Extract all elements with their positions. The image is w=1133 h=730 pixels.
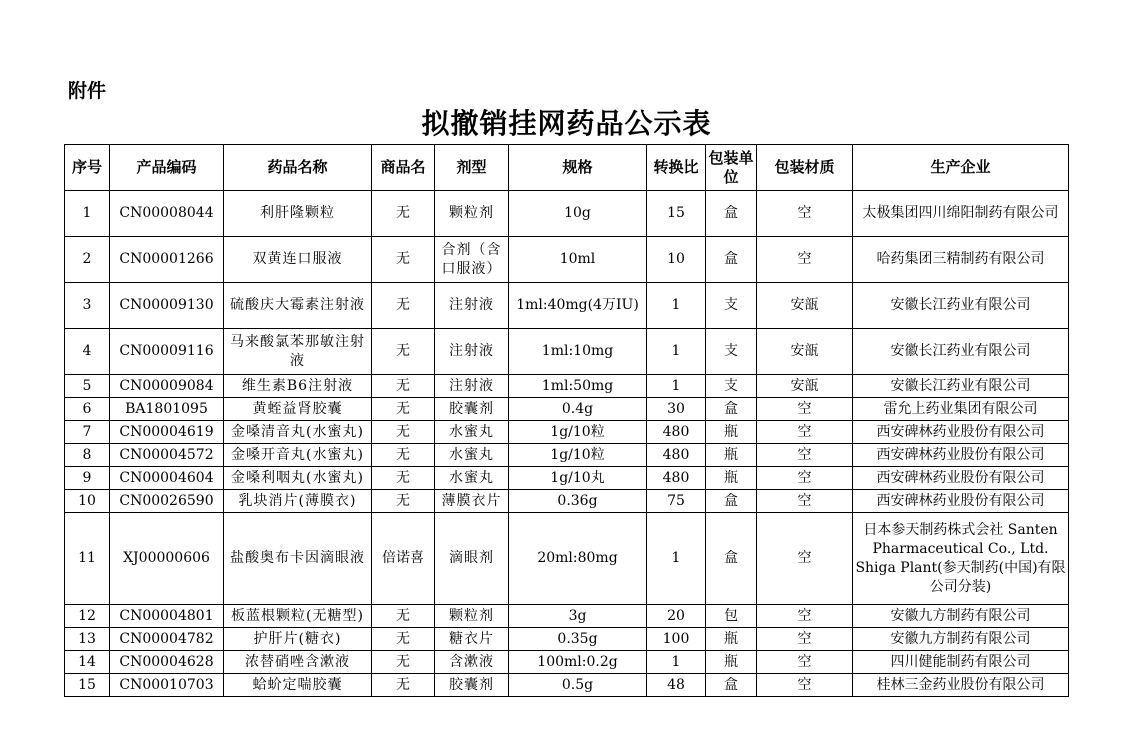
cell-spec: 3g <box>509 605 647 628</box>
table-row <box>65 628 1069 651</box>
cell-spec: 0.35g <box>509 628 647 651</box>
cell-material: 安瓿 <box>757 283 853 329</box>
cell-trade-name: 无 <box>372 467 435 490</box>
cell-spec: 20ml:80mg <box>509 513 647 605</box>
cell-form: 水蜜丸 <box>435 444 509 467</box>
cell-code: CN00004801 <box>110 605 224 628</box>
cell-form: 薄膜衣片 <box>435 490 509 513</box>
cell-trade-name: 倍诺喜 <box>372 513 435 605</box>
cell-form: 含漱液 <box>435 651 509 674</box>
cell-ratio: 30 <box>647 398 706 421</box>
cell-drug-name: 护肝片(糖衣) <box>224 628 372 651</box>
cell-trade-name: 无 <box>372 375 435 398</box>
cell-trade-name: 无 <box>372 398 435 421</box>
cell-form: 注射液 <box>435 283 509 329</box>
cell-index: 5 <box>65 375 110 398</box>
cell-form: 滴眼剂 <box>435 513 509 605</box>
cell-index: 1 <box>65 191 110 237</box>
table-row <box>65 283 1069 329</box>
cell-form: 颗粒剂 <box>435 191 509 237</box>
cell-trade-name: 无 <box>372 605 435 628</box>
cell-spec: 0.36g <box>509 490 647 513</box>
cell-index: 15 <box>65 674 110 697</box>
header-index: 序号 <box>65 145 110 191</box>
cell-code: CN00010703 <box>110 674 224 697</box>
cell-material: 安瓿 <box>757 329 853 375</box>
cell-trade-name: 无 <box>372 421 435 444</box>
table-row <box>65 674 1069 697</box>
cell-index: 12 <box>65 605 110 628</box>
table-row <box>65 329 1069 375</box>
cell-manufacturer: 西安碑林药业股份有限公司 <box>853 421 1069 444</box>
cell-manufacturer: 雷允上药业集团有限公司 <box>853 398 1069 421</box>
table-row <box>65 237 1069 283</box>
cell-index: 11 <box>65 513 110 605</box>
header-trade-name: 商品名 <box>372 145 435 191</box>
cell-ratio: 480 <box>647 444 706 467</box>
cell-unit: 瓶 <box>706 421 757 444</box>
cell-manufacturer: 西安碑林药业股份有限公司 <box>853 467 1069 490</box>
cell-unit: 支 <box>706 329 757 375</box>
cell-trade-name: 无 <box>372 283 435 329</box>
cell-trade-name: 无 <box>372 674 435 697</box>
cell-drug-name: 蛤蚧定喘胶囊 <box>224 674 372 697</box>
cell-spec: 1g/10粒 <box>509 421 647 444</box>
table-row <box>65 490 1069 513</box>
cell-index: 3 <box>65 283 110 329</box>
cell-unit: 瓶 <box>706 444 757 467</box>
cell-spec: 1ml:50mg <box>509 375 647 398</box>
cell-ratio: 20 <box>647 605 706 628</box>
cell-material: 空 <box>757 444 853 467</box>
cell-form: 胶囊剂 <box>435 674 509 697</box>
cell-spec: 0.5g <box>509 674 647 697</box>
cell-unit: 支 <box>706 375 757 398</box>
cell-spec: 1g/10粒 <box>509 444 647 467</box>
cell-unit: 瓶 <box>706 628 757 651</box>
cell-code: CN00004619 <box>110 421 224 444</box>
cell-code: CN00026590 <box>110 490 224 513</box>
cell-unit: 瓶 <box>706 651 757 674</box>
table-row <box>65 444 1069 467</box>
page-title <box>0 102 1133 142</box>
table-row <box>65 421 1069 444</box>
cell-trade-name: 无 <box>372 329 435 375</box>
cell-form: 颗粒剂 <box>435 605 509 628</box>
cell-drug-name: 维生素B6注射液 <box>224 375 372 398</box>
cell-ratio: 1 <box>647 513 706 605</box>
cell-trade-name: 无 <box>372 237 435 283</box>
cell-spec: 1ml:40mg(4万IU) <box>509 283 647 329</box>
cell-drug-name: 金嗓开音丸(水蜜丸) <box>224 444 372 467</box>
cell-index: 8 <box>65 444 110 467</box>
cell-code: CN00009130 <box>110 283 224 329</box>
cell-ratio: 15 <box>647 191 706 237</box>
cell-unit: 支 <box>706 283 757 329</box>
cell-index: 7 <box>65 421 110 444</box>
cell-material: 空 <box>757 467 853 490</box>
cell-unit: 盒 <box>706 398 757 421</box>
cell-ratio: 480 <box>647 467 706 490</box>
cell-ratio: 480 <box>647 421 706 444</box>
cell-manufacturer: 西安碑林药业股份有限公司 <box>853 490 1069 513</box>
cell-material: 空 <box>757 237 853 283</box>
table-row <box>65 375 1069 398</box>
table-row <box>65 513 1069 605</box>
cell-drug-name: 黄蛭益肾胶囊 <box>224 398 372 421</box>
cell-material: 空 <box>757 421 853 444</box>
header-form: 剂型 <box>435 145 509 191</box>
cell-trade-name: 无 <box>372 651 435 674</box>
cell-spec: 10ml <box>509 237 647 283</box>
cell-trade-name: 无 <box>372 444 435 467</box>
header-ratio: 转换比 <box>647 145 706 191</box>
cell-form: 水蜜丸 <box>435 467 509 490</box>
cell-index: 4 <box>65 329 110 375</box>
cell-spec: 100ml:0.2g <box>509 651 647 674</box>
cell-manufacturer: 安徽九方制药有限公司 <box>853 628 1069 651</box>
cell-ratio: 1 <box>647 651 706 674</box>
cell-manufacturer: 安徽长江药业有限公司 <box>853 375 1069 398</box>
cell-spec: 0.4g <box>509 398 647 421</box>
cell-code: CN00004628 <box>110 651 224 674</box>
cell-form: 水蜜丸 <box>435 421 509 444</box>
cell-form: 合剂（含口服液） <box>435 237 509 283</box>
cell-code: CN00009116 <box>110 329 224 375</box>
cell-code: CN00004572 <box>110 444 224 467</box>
cell-spec: 10g <box>509 191 647 237</box>
cell-unit: 盒 <box>706 490 757 513</box>
table-row <box>65 605 1069 628</box>
cell-ratio: 1 <box>647 329 706 375</box>
cell-unit: 盒 <box>706 674 757 697</box>
cell-ratio: 48 <box>647 674 706 697</box>
cell-manufacturer: 安徽九方制药有限公司 <box>853 605 1069 628</box>
cell-drug-name: 马来酸氯苯那敏注射液 <box>224 329 372 375</box>
cell-material: 空 <box>757 191 853 237</box>
cell-unit: 盒 <box>706 237 757 283</box>
cell-unit: 盒 <box>706 191 757 237</box>
cell-manufacturer: 太极集团四川绵阳制药有限公司 <box>853 191 1069 237</box>
cell-spec: 1ml:10mg <box>509 329 647 375</box>
cell-drug-name: 盐酸奥布卡因滴眼液 <box>224 513 372 605</box>
cell-index: 9 <box>65 467 110 490</box>
cell-trade-name: 无 <box>372 191 435 237</box>
cell-material: 安瓿 <box>757 375 853 398</box>
cell-material: 空 <box>757 513 853 605</box>
cell-drug-name: 乳块消片(薄膜衣) <box>224 490 372 513</box>
drug-table <box>64 144 1069 697</box>
cell-ratio: 100 <box>647 628 706 651</box>
cell-form: 糖衣片 <box>435 628 509 651</box>
table-header-row <box>65 145 1069 191</box>
cell-code: CN00001266 <box>110 237 224 283</box>
cell-drug-name: 利肝隆颗粒 <box>224 191 372 237</box>
cell-unit: 瓶 <box>706 467 757 490</box>
cell-manufacturer: 桂林三金药业股份有限公司 <box>853 674 1069 697</box>
cell-drug-name: 双黄连口服液 <box>224 237 372 283</box>
cell-drug-name: 金嗓利咽丸(水蜜丸) <box>224 467 372 490</box>
attachment-label: 附件 <box>68 80 107 102</box>
cell-trade-name: 无 <box>372 628 435 651</box>
cell-code: CN00009084 <box>110 375 224 398</box>
cell-drug-name: 板蓝根颗粒(无糖型) <box>224 605 372 628</box>
cell-manufacturer: 西安碑林药业股份有限公司 <box>853 444 1069 467</box>
header-code: 产品编码 <box>110 145 224 191</box>
cell-ratio: 1 <box>647 375 706 398</box>
cell-index: 13 <box>65 628 110 651</box>
cell-unit: 包 <box>706 605 757 628</box>
table-row <box>65 398 1069 421</box>
cell-material: 空 <box>757 490 853 513</box>
cell-drug-name: 浓替硝唑含漱液 <box>224 651 372 674</box>
cell-code: CN00004604 <box>110 467 224 490</box>
cell-form: 胶囊剂 <box>435 398 509 421</box>
page-title-text: 拟撤销挂网药品公示表 <box>421 107 712 140</box>
cell-material: 空 <box>757 651 853 674</box>
cell-spec: 1g/10丸 <box>509 467 647 490</box>
table-row <box>65 191 1069 237</box>
cell-material: 空 <box>757 628 853 651</box>
cell-index: 6 <box>65 398 110 421</box>
cell-form: 注射液 <box>435 329 509 375</box>
cell-material: 空 <box>757 674 853 697</box>
header-material: 包装材质 <box>757 145 853 191</box>
cell-drug-name: 硫酸庆大霉素注射液 <box>224 283 372 329</box>
cell-index: 10 <box>65 490 110 513</box>
cell-trade-name: 无 <box>372 490 435 513</box>
cell-manufacturer: 安徽长江药业有限公司 <box>853 329 1069 375</box>
cell-ratio: 10 <box>647 237 706 283</box>
cell-unit: 盒 <box>706 513 757 605</box>
cell-manufacturer: 哈药集团三精制药有限公司 <box>853 237 1069 283</box>
cell-manufacturer: 日本参天制药株式会社 Santen Pharmaceutical Co., Ltd. Shiga Plant(参天制药(中国)有限公司分装) <box>853 513 1069 605</box>
cell-drug-name: 金嗓清音丸(水蜜丸) <box>224 421 372 444</box>
cell-material: 空 <box>757 605 853 628</box>
cell-manufacturer: 四川健能制药有限公司 <box>853 651 1069 674</box>
cell-index: 2 <box>65 237 110 283</box>
cell-index: 14 <box>65 651 110 674</box>
header-spec: 规格 <box>509 145 647 191</box>
table-row <box>65 651 1069 674</box>
cell-material: 空 <box>757 398 853 421</box>
header-drug-name: 药品名称 <box>224 145 372 191</box>
cell-code: CN00004782 <box>110 628 224 651</box>
cell-code: XJ00000606 <box>110 513 224 605</box>
header-manufacturer: 生产企业 <box>853 145 1069 191</box>
header-unit: 包装单位 <box>706 145 757 191</box>
cell-ratio: 1 <box>647 283 706 329</box>
cell-ratio: 75 <box>647 490 706 513</box>
cell-code: CN00008044 <box>110 191 224 237</box>
cell-manufacturer: 安徽长江药业有限公司 <box>853 283 1069 329</box>
table-row <box>65 467 1069 490</box>
cell-form: 注射液 <box>435 375 509 398</box>
cell-code: BA1801095 <box>110 398 224 421</box>
